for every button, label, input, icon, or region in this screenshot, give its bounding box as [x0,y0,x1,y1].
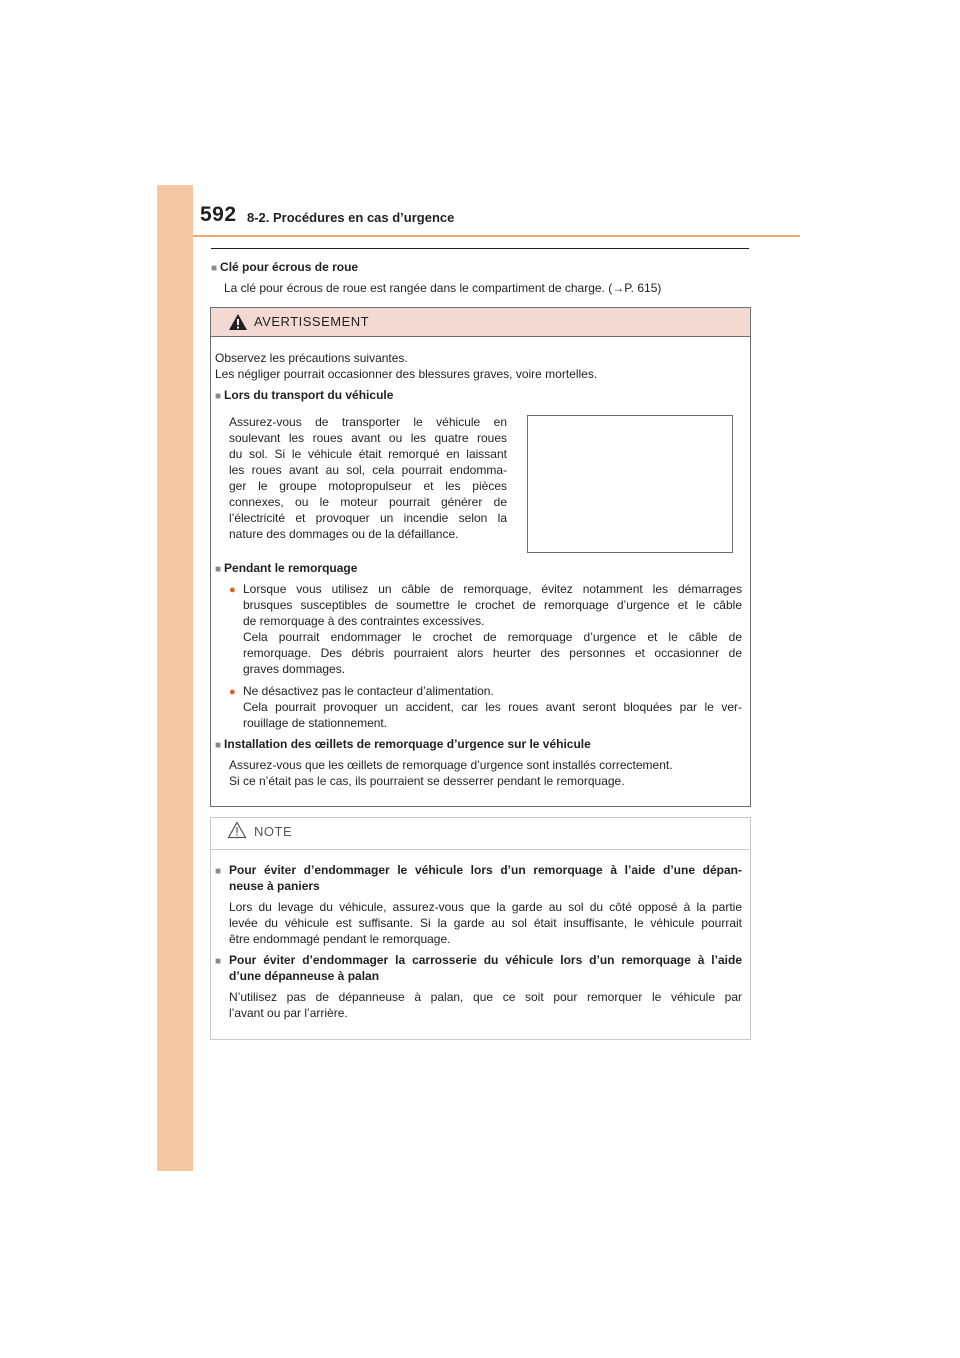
eyelets-heading: ■ Installation des œillets de remorquage d’urgence sur le véhicule [215,737,591,751]
transport-heading: ■ Lors du transport du véhicule [215,388,394,402]
note-item1-text: Lors du levage du véhicule, assurez-vous que la garde au sol du côté opposé à la partie levée du véhicule est suffisante. Si la garde au sol était insuffisante, le véhicule pourrait être endommagé pendant le remorquage. [229,900,742,946]
note-divider [211,849,749,850]
divider [211,248,749,249]
section-title: 8-2. Procédures en cas d’urgence [247,210,455,225]
lug-key-text: La clé pour écrous de roue est rangée dans le compartiment de charge. (→P. 615) [224,281,662,295]
towing-bullet-1: Lorsque vous utilisez un câble de remorquage, évitez notamment les démarrages brusques susceptibles de soumettre le crochet de remorquage d’urgence et le câble de remorquage à des contraintes excessives. Cela pourrait endommager le crochet de remorquage d’urgence et le câble de remorquage. Des débris pourraient alors heurter des personnes et occasionner de graves dommages. [243,582,742,676]
square-bullet-icon: ■ [211,263,218,274]
eyelets-line-1: Assurez-vous que les œillets de remorquage d’urgence sont installés correctement. [229,758,673,772]
note-title: NOTE [254,824,293,839]
warning-triangle-icon [228,313,248,331]
warning-box [210,307,751,807]
lug-key-heading: ■ Clé pour écrous de roue [211,260,359,274]
square-bullet-icon: ■ [215,564,222,575]
towing-heading: ■ Pendant le remorquage [215,561,358,575]
chapter-side-tab [157,185,193,1171]
round-bullet-icon: ● [229,584,236,596]
warning-title: AVERTISSEMENT [254,314,370,329]
towing-bullet-2: Ne désactivez pas le contacteur d’alimentation. Cela pourrait provoquer un accident, car les roues avant seront bloquées par le ver- rouillage de stationnement. [243,684,742,730]
caution-triangle-icon [227,821,247,839]
note-item2-bullet [215,952,224,970]
warning-intro-2: Les négliger pourrait occasionner des blessures graves, voire mortelles. [215,367,598,381]
illustration-frame [527,415,733,553]
eyelets-line-2: Si ce n’était pas le cas, ils pourraient se desserrer pendant le remorquage. [229,774,625,788]
square-bullet-icon: ■ [215,391,222,402]
note-item2-text: N’utilisez pas de dépanneuse à palan, que ce soit pour remorquer le véhicule par l’avant ou par l’arrière. [229,990,742,1020]
square-bullet-icon: ■ [215,740,222,751]
note-item1-heading: Pour éviter d’endommager le véhicule lors d’un remorquage à l’aide d’une dépan- neuse à paniers [229,863,742,893]
transport-text: Assurez-vous de transporter le véhicule en soulevant les roues avant ou les quatre roues du sol. Si le véhicule était remorqué en laissant les roues avant au sol, cela pourrait endomma- ger le groupe motopropulseur et les pièces connexes, ou le moteur pourrait générer de l’électricité et provoquer un incendie selon la nature des dommages ou de la défaillance. [229,415,507,541]
round-bullet-icon: ● [229,686,236,698]
warning-header [211,308,750,337]
note-item1-bullet [215,862,224,880]
note-item2-heading: Pour éviter d’endommager la carrosserie du véhicule lors d’un remorquage à l’aide d’une dépanneuse à palan [229,953,742,983]
square-bullet-icon: ■ [215,956,222,967]
warning-intro-1: Observez les précautions suivantes. [215,351,408,365]
square-bullet-icon: ■ [215,866,222,877]
page-number: 592 [200,203,237,226]
